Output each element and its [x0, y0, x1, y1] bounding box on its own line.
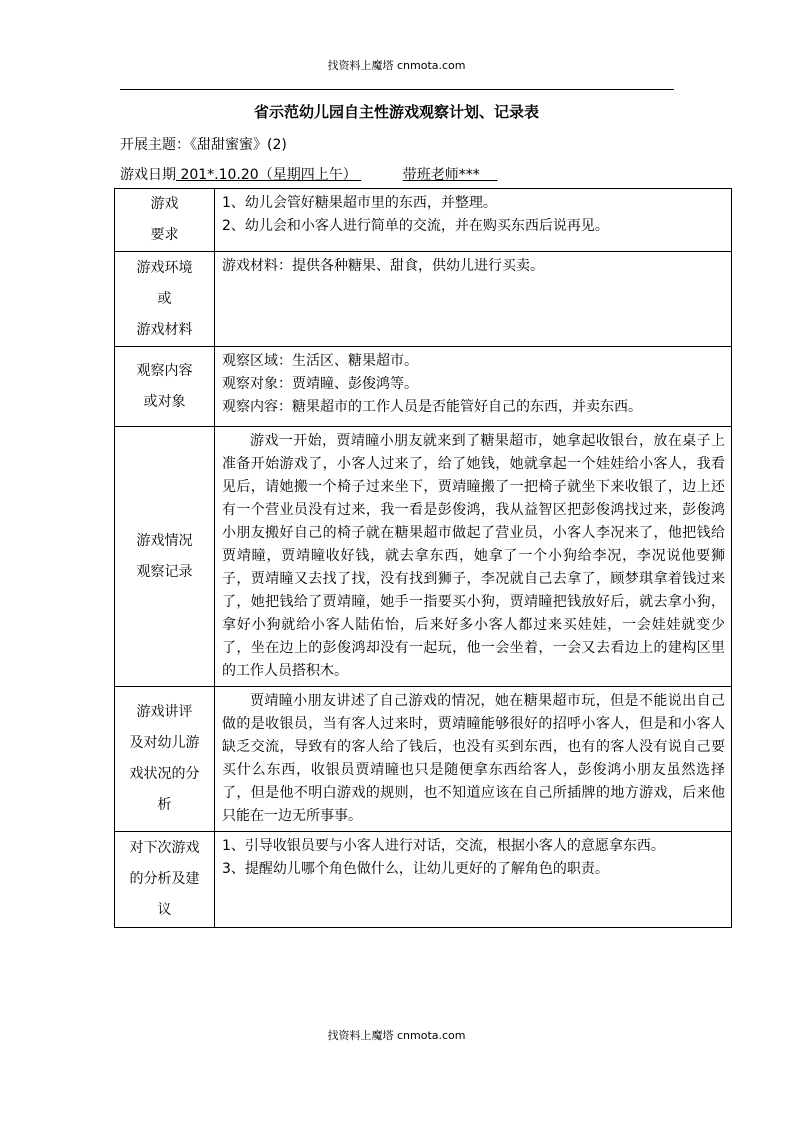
date-underline-gap: [357, 167, 403, 183]
table-row: [115, 347, 732, 427]
row-label: [115, 427, 215, 687]
row-label-line: 游戏情况: [136, 532, 193, 549]
table-row: [115, 832, 732, 928]
row-label-line: 游戏材料: [136, 321, 193, 338]
content-line: 观察区域：生活区、糖果超市。: [222, 353, 418, 369]
row-content: [215, 189, 732, 252]
teacher-label: 带班老师***: [402, 167, 480, 183]
page-footer: 找资料上魔塔 cnmota.com: [327, 1029, 466, 1042]
row-label: [115, 687, 215, 832]
content-line: 3、提醒幼儿哪个角色做什么，让幼儿更好的了解角色的职责。: [222, 861, 609, 877]
table-row: [115, 687, 732, 832]
content-line: 游戏材料：提供各种糖果、甜食，供幼儿进行买卖。: [222, 258, 544, 274]
content-line: 1、引导收银员要与小客人进行对话，交流，根据小客人的意愿拿东西。: [222, 838, 665, 854]
row-label-line: 观察记录: [136, 563, 193, 580]
row-label: [115, 252, 215, 347]
date-label: 游戏日期: [120, 167, 176, 183]
table-row: [115, 252, 732, 347]
row-label-line: 戏状况的分: [129, 766, 200, 782]
row-content: [215, 252, 732, 347]
row-label-line: 游戏讲评: [136, 704, 193, 720]
row-label: [115, 832, 215, 928]
row-label-line: 要求: [150, 227, 179, 243]
row-label-line: 议: [157, 902, 172, 918]
row-label-line: 及对幼儿游: [129, 735, 200, 751]
row-label-line: 或对象: [143, 393, 186, 410]
content-paragraph: 贾靖瞳小朋友讲述了自己游戏的情况，她在糖果超市玩，但是不能说出自己做的是收银员，当有客人过来时，贾靖瞳能够很好的招呼小客人，但是和小客人缺乏交流，导致有的客人给了钱后，也没有买到东西，也有的客人没有说自己要买什么东西，收银员贾靖瞳也只是随便拿东西给客人，彭俊鸿小朋友虽然选择了，但是他不明白游戏的规则，也不知道应该在自己所插牌的地方游戏，后来他只能在一边无所事事。: [222, 693, 725, 824]
row-content: [215, 347, 732, 427]
row-label-line: 游戏环境: [136, 259, 193, 276]
table-row: [115, 189, 732, 252]
content-paragraph: 游戏一开始，贾靖瞳小朋友就来到了糖果超市，她拿起收银台，放在桌子上准备开始游戏了，小客人过来了，给了她钱，她就拿起一个娃娃给小客人，我看见后，请她搬一个椅子过来坐下，贾靖瞳搬了一把椅子就坐下来收银了，边上还有一个营业员没有过来，我一看是彭俊鸿，我从益智区把彭俊鸿找过来，彭俊鸿小朋友搬好自己的椅子就在糖果超市做起了营业员，小客人李况来了，他把钱给贾靖瞳，贾靖瞳收好钱，就去拿东西，她拿了一个小狗给李况，李况说他要狮子，贾靖瞳又去找了找，没有找到狮子，李况就自己去拿了，顾梦琪拿着钱过来了，她把钱给了贾靖瞳，她手一指要买小狗，贾靖瞳把钱放好后，就去拿小狗，拿好小狗就给小客人陆佑怡，后来好多小客人都过来买娃娃，一会娃娃就变少了，坐在边上的彭俊鸿却没有一起玩，他一会坐着，一会又去看边上的建构区里的工作人员搭积木。: [222, 433, 725, 679]
row-label-line: 对下次游戏: [129, 840, 200, 856]
content-line: 观察内容：糖果超市的工作人员是否能管好自己的东西，并卖东西。: [222, 399, 642, 415]
row-content: [215, 832, 732, 928]
teacher-underline-tail: [480, 167, 498, 183]
row-label-line: 析: [157, 797, 172, 813]
theme-line: 开展主题：《甜甜蜜蜜》(2): [120, 137, 287, 153]
table-row: [115, 427, 732, 687]
row-content: [215, 687, 732, 832]
content-line: 2、幼儿会和小客人进行简单的交流，并在购买东西后说再见。: [222, 218, 609, 234]
content-line: 观察对象：贾靖瞳、彭俊鸿等。: [222, 376, 418, 392]
document-title: 省示范幼儿园自主性游戏观察计划、记录表: [253, 103, 539, 121]
row-label-line: 或: [157, 290, 172, 307]
row-content: [215, 427, 732, 687]
row-label: [115, 189, 215, 252]
row-label: [115, 347, 215, 427]
date-value: 201*.10.20（星期四上午）: [176, 167, 357, 183]
observation-table: [114, 188, 732, 928]
content-line: 1、幼儿会管好糖果超市里的东西，并整理。: [222, 195, 497, 211]
row-label-line: 观察内容: [136, 362, 193, 379]
row-label-line: 的分析及建: [129, 871, 200, 887]
page-header: 找资料上魔塔 cnmota.com: [327, 59, 466, 72]
row-label-line: 游戏: [150, 196, 179, 212]
header-divider: [120, 89, 674, 90]
date-teacher-line: [120, 164, 498, 184]
